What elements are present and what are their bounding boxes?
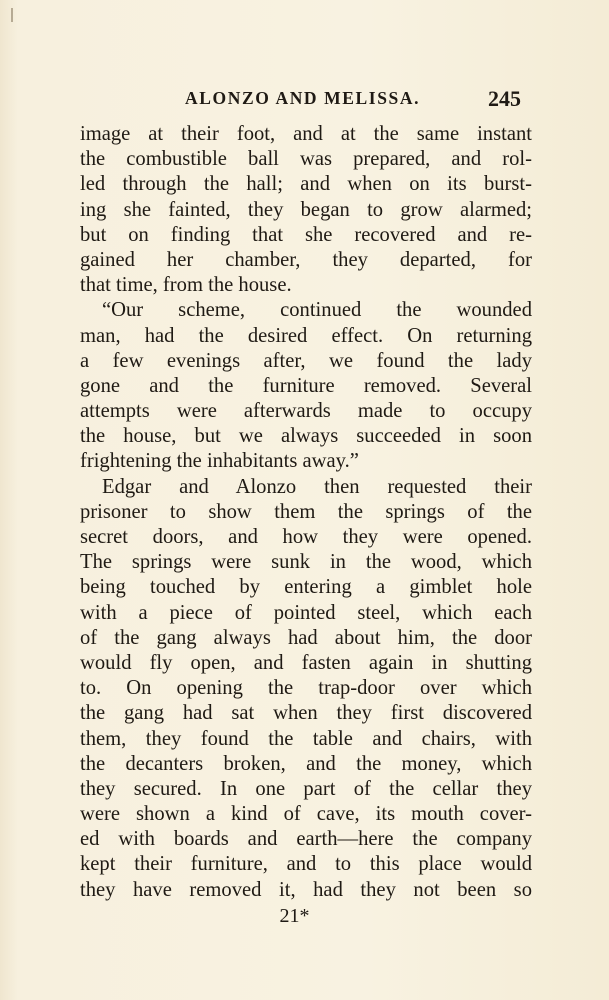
- text-line: ing she fainted, they began to grow alarmed;: [80, 198, 532, 221]
- text-line: the decanters broken, and the money, which: [80, 752, 532, 775]
- text-line: that time, from the house.: [80, 274, 292, 297]
- text-line: with a piece of pointed steel, which each: [80, 601, 532, 624]
- text-line: gained her chamber, they departed, for: [80, 248, 532, 271]
- text-line: to. On opening the trap-door over which: [80, 677, 532, 700]
- text-line: secret doors, and how they were opened.: [80, 526, 532, 548]
- text-line: prisoner to show them the springs of the: [80, 500, 532, 523]
- page-number: 245: [488, 86, 521, 111]
- text-line: The springs were sunk in the wood, which: [80, 551, 532, 574]
- text-line: the combustible ball was prepared, and rol-: [80, 148, 532, 171]
- text-line: attempts were afterwards made to occupy: [80, 400, 532, 423]
- text-line: they have removed it, had they not been so: [80, 878, 532, 901]
- text-line: a few evenings after, we found the lady: [80, 349, 532, 372]
- signature-mark-text: 21*: [279, 905, 310, 927]
- running-title: ALONZO AND MELISSA.: [185, 88, 421, 108]
- running-head: [0, 86, 609, 116]
- text-line: would fly open, and fasten again in shutting: [80, 651, 532, 674]
- page-edge-mark: [11, 8, 13, 22]
- text-line: Edgar and Alonzo then requested their: [102, 475, 532, 498]
- text-line: being touched by entering a gimblet hole: [80, 576, 532, 599]
- text-line: kept their furniture, and to this place would: [80, 853, 532, 876]
- text-line: ed with boards and earth—here the company: [80, 828, 532, 851]
- text-line: but on finding that she recovered and re-: [80, 223, 532, 246]
- text-line: led through the hall; and when on its burst-: [80, 173, 532, 196]
- text-line: them, they found the table and chairs, with: [80, 727, 532, 750]
- text-line: frightening the inhabitants away.”: [80, 450, 359, 473]
- text-line: the house, but we always succeeded in soon: [80, 425, 532, 448]
- text-line: they secured. In one part of the cellar they: [80, 777, 532, 800]
- text-line: were shown a kind of cave, its mouth cover-: [80, 803, 532, 826]
- text-line: man, had the desired effect. On returning: [80, 324, 532, 347]
- text-line: of the gang always had about him, the door: [80, 626, 532, 649]
- signature-mark: [0, 905, 609, 928]
- text-line: the gang had sat when they first discovered: [80, 702, 532, 725]
- text-line: gone and the furniture removed. Several: [80, 374, 532, 397]
- text-line: image at their foot, and at the same instant: [80, 123, 532, 145]
- text-line: “Our scheme, continued the wounded: [102, 299, 532, 322]
- body-text: [80, 122, 532, 903]
